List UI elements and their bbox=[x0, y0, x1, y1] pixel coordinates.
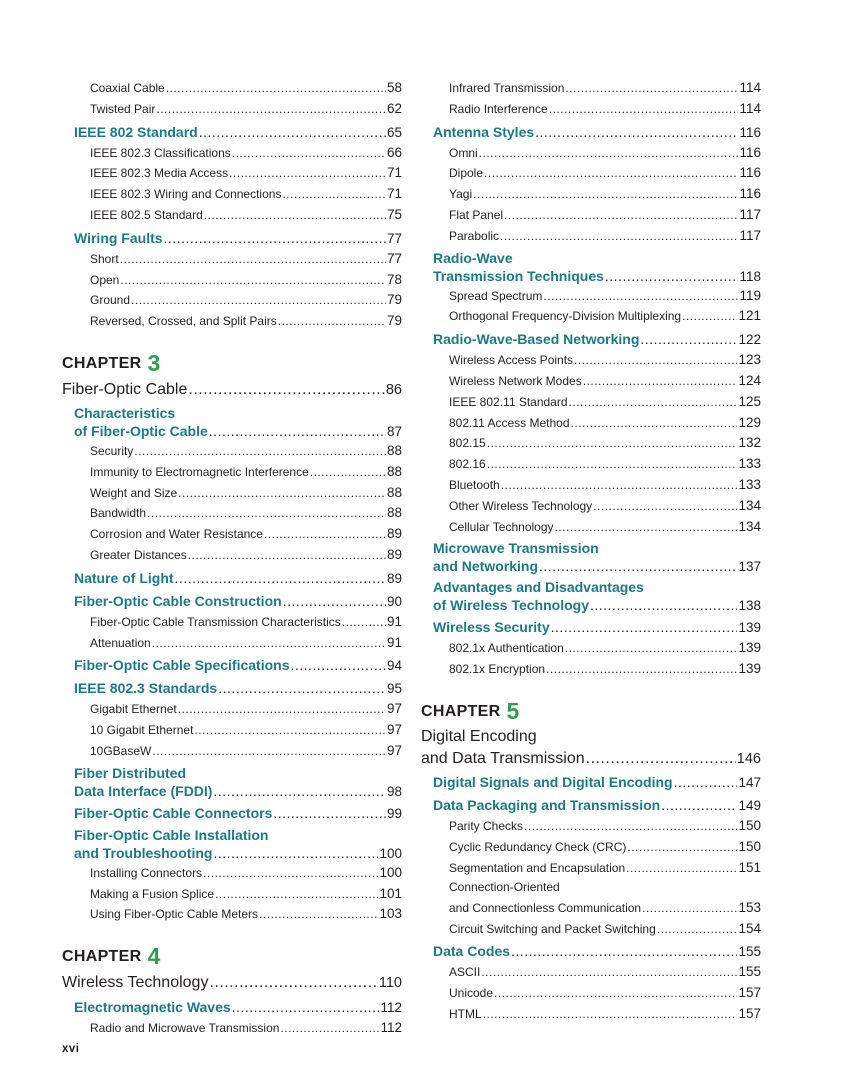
toc-group bbox=[421, 962, 761, 1024]
toc-entry-title: Parabolic bbox=[449, 228, 500, 243]
toc-entry[interactable] bbox=[421, 816, 761, 837]
toc-entry-page: 58 bbox=[386, 80, 402, 95]
toc-entry[interactable] bbox=[421, 638, 761, 659]
toc-entry-page: 88 bbox=[386, 463, 402, 479]
toc-entry-page: 157 bbox=[738, 1005, 761, 1021]
toc-entry-page: 117 bbox=[739, 227, 761, 243]
dot-leader bbox=[203, 864, 378, 884]
toc-entry-title: Circuit Switching and Packet Switching bbox=[449, 921, 656, 936]
toc-entry-title: Wireless Access Points bbox=[449, 353, 574, 368]
dot-leader bbox=[278, 312, 386, 332]
toc-entry-page: 100 bbox=[379, 864, 402, 880]
toc-entry[interactable] bbox=[62, 904, 402, 925]
toc-entry-title: 802.1x Authentication bbox=[449, 641, 564, 656]
dot-leader bbox=[682, 307, 737, 327]
toc-entry-page: 116 bbox=[739, 186, 761, 202]
toc-group bbox=[421, 638, 761, 680]
dot-leader bbox=[565, 639, 738, 659]
toc-entry[interactable] bbox=[62, 483, 402, 504]
toc-entry-title: Bluetooth bbox=[449, 477, 500, 492]
toc-entry-page: 66 bbox=[386, 144, 402, 160]
dot-leader bbox=[232, 144, 386, 164]
toc-entry-title: Corrosion and Water Resistance bbox=[90, 527, 263, 542]
toc-entry-page: 89 bbox=[386, 526, 402, 542]
toc-entry[interactable] bbox=[421, 392, 761, 413]
toc-entry-title: Other Wireless Technology bbox=[449, 498, 593, 513]
toc-entry-page: 129 bbox=[738, 414, 761, 430]
toc-entry[interactable] bbox=[421, 858, 761, 879]
toc-section-advantages[interactable]: Advantages and Disadvantages of Wireless Technology ..... 138 bbox=[421, 578, 761, 615]
dot-leader bbox=[574, 351, 737, 371]
toc-entry[interactable] bbox=[62, 311, 402, 332]
toc-entry-title: Short bbox=[90, 251, 119, 266]
toc-entry[interactable] bbox=[62, 699, 402, 720]
toc-entry[interactable] bbox=[62, 633, 402, 654]
chapter-4-heading: CHAPTER 4 bbox=[62, 943, 161, 970]
dot-leader bbox=[120, 271, 386, 291]
toc-entry-title: Segmentation and Encapsulation bbox=[449, 860, 626, 875]
toc-entry[interactable] bbox=[421, 517, 761, 538]
toc-section-data-packaging[interactable]: Data Packaging and Transmission ..... 149 bbox=[421, 795, 761, 816]
toc-entry-page: 89 bbox=[386, 546, 402, 562]
toc-entry[interactable] bbox=[421, 205, 761, 226]
dot-leader bbox=[229, 164, 386, 184]
toc-entry[interactable] bbox=[421, 659, 761, 680]
toc-entry-title: Weight and Size bbox=[90, 485, 178, 500]
toc-entry-page: 121 bbox=[738, 308, 761, 324]
toc-entry-title: Twisted Pair bbox=[90, 101, 156, 116]
toc-group bbox=[421, 143, 761, 247]
toc-entry-title: Gigabit Ethernet bbox=[90, 702, 177, 717]
toc-entry-page: 91 bbox=[386, 613, 402, 629]
toc-entry[interactable] bbox=[62, 249, 402, 270]
dot-leader bbox=[342, 613, 386, 633]
toc-entry-page: 132 bbox=[738, 435, 761, 451]
toc-entry-title: Making a Fusion Splice bbox=[90, 886, 215, 901]
dot-leader bbox=[481, 963, 737, 983]
toc-entry[interactable] bbox=[421, 184, 761, 205]
toc-section-data-codes[interactable]: Data Codes ..... 155 bbox=[421, 941, 761, 962]
toc-group bbox=[62, 249, 402, 332]
toc-group bbox=[421, 286, 761, 328]
toc-entry-title: Cellular Technology bbox=[449, 519, 554, 534]
toc-section-specifications[interactable]: Fiber-Optic Cable Specifications ..... 94 bbox=[62, 655, 402, 676]
dot-leader bbox=[494, 984, 737, 1004]
toc-entry-page: 79 bbox=[386, 292, 402, 308]
toc-entry-title: Radio Interference bbox=[449, 101, 548, 116]
toc-entry-page: 114 bbox=[739, 100, 761, 116]
toc-chapter-fiber-optic-cable[interactable]: Fiber-Optic Cable ..... 86 bbox=[62, 378, 402, 402]
toc-entry-page: 157 bbox=[738, 985, 761, 1001]
dot-leader bbox=[487, 455, 738, 475]
dot-leader bbox=[593, 497, 737, 517]
toc-entry-page: 97 bbox=[386, 701, 402, 717]
toc-entry[interactable] bbox=[421, 475, 761, 496]
dot-leader bbox=[282, 185, 386, 205]
toc-entry[interactable] bbox=[62, 441, 402, 462]
toc-entry-page: 101 bbox=[379, 885, 402, 901]
toc-entry-page: 79 bbox=[386, 313, 402, 329]
toc-entry-page: 97 bbox=[386, 722, 402, 738]
toc-entry-title: Reversed, Crossed, and Split Pairs bbox=[90, 314, 277, 329]
toc-entry-title: Immunity to Electromagnetic Interference bbox=[90, 464, 309, 479]
toc-entry-page: 88 bbox=[386, 484, 402, 500]
toc-entry-page: 119 bbox=[739, 287, 761, 303]
toc-entry-page: 88 bbox=[386, 505, 402, 521]
toc-section-fddi[interactable]: Fiber Distributed Data Interface (FDDI) ..... 98 bbox=[62, 764, 402, 801]
toc-entry[interactable] bbox=[421, 983, 761, 1004]
dot-leader bbox=[549, 100, 739, 120]
dot-leader bbox=[546, 660, 737, 680]
toc-chapter-digital-encoding[interactable]: Digital Encoding and Data Transmission ..... 146 bbox=[421, 726, 761, 770]
toc-entry[interactable] bbox=[62, 205, 402, 226]
toc-entry-title: Bandwidth bbox=[90, 506, 147, 521]
toc-section-characteristics[interactable]: Characteristics of Fiber-Optic Cable ..... 87 bbox=[62, 404, 402, 441]
toc-entry[interactable] bbox=[421, 143, 761, 164]
toc-entry-title: IEEE 802.3 Wiring and Connections bbox=[90, 187, 282, 202]
dot-leader bbox=[152, 742, 386, 762]
toc-entry-page: 154 bbox=[738, 920, 761, 936]
toc-entry[interactable] bbox=[62, 720, 402, 741]
toc-entry-title: Radio and Microwave Transmission bbox=[90, 1021, 280, 1036]
toc-group bbox=[62, 78, 402, 120]
toc-section-wireless-security[interactable]: Wireless Security ..... 139 bbox=[421, 617, 761, 638]
dot-leader bbox=[583, 372, 738, 392]
toc-entry-title: IEEE 802.11 Standard bbox=[449, 394, 568, 409]
dot-leader bbox=[500, 227, 738, 247]
toc-entry-page: 91 bbox=[386, 634, 402, 650]
toc-entry-title: IEEE 802.5 Standard bbox=[90, 207, 203, 222]
toc-section-digital-signals[interactable]: Digital Signals and Digital Encoding ..... 147 bbox=[421, 772, 761, 793]
dot-leader bbox=[473, 185, 738, 205]
toc-entry-page: 151 bbox=[738, 859, 761, 875]
toc-chapter-wireless-technology[interactable]: Wireless Technology ..... 110 bbox=[62, 971, 402, 995]
toc-entry[interactable] bbox=[62, 503, 402, 524]
toc-entry-title: 10 Gigabit Ethernet bbox=[90, 723, 194, 738]
toc-entry-title: Spread Spectrum bbox=[449, 288, 543, 303]
chapter-3-heading: CHAPTER 3 bbox=[62, 349, 161, 376]
toc-entry-title: 802.11 Access Method bbox=[449, 415, 570, 430]
toc-section-ieee-802-standard[interactable]: IEEE 802 Standard ..... 65 bbox=[62, 122, 402, 143]
toc-entry-page: 117 bbox=[739, 206, 761, 222]
toc-section-radio-wave-networking[interactable]: Radio-Wave-Based Networking ..... 122 bbox=[421, 329, 761, 350]
toc-entry-title: Ground bbox=[90, 293, 131, 308]
toc-entry-title: Attenuation bbox=[90, 635, 151, 650]
toc-entry-title: IEEE 802.3 Classifications bbox=[90, 145, 231, 160]
toc-entry-title: 802.1x Encryption bbox=[449, 662, 546, 677]
toc-group bbox=[62, 612, 402, 654]
dot-leader bbox=[166, 79, 386, 99]
toc-entry-title: Infrared Transmission bbox=[449, 81, 565, 95]
toc-entry-title: Omni bbox=[449, 145, 478, 160]
toc-entry-title: Greater Distances bbox=[90, 547, 187, 562]
toc-group bbox=[62, 143, 402, 226]
toc-entry-page: 112 bbox=[380, 1020, 402, 1036]
dot-leader bbox=[131, 291, 386, 311]
toc-entry-title: Flat Panel bbox=[449, 207, 504, 222]
dot-leader bbox=[543, 287, 738, 307]
dot-leader bbox=[188, 546, 386, 566]
toc-group bbox=[421, 350, 761, 537]
toc-group bbox=[421, 919, 761, 940]
toc-entry-page: 155 bbox=[738, 964, 761, 980]
toc-entry[interactable] bbox=[421, 286, 761, 307]
toc-entry[interactable] bbox=[421, 433, 761, 454]
toc-entry-page: 150 bbox=[738, 838, 761, 854]
toc-entry-page: 103 bbox=[379, 906, 402, 922]
dot-leader bbox=[627, 838, 737, 858]
toc-group bbox=[62, 1018, 402, 1039]
toc-entry-title: Unicode bbox=[449, 986, 494, 1001]
toc-entry[interactable] bbox=[421, 1004, 761, 1025]
toc-group bbox=[421, 816, 761, 878]
toc-entry[interactable] bbox=[62, 462, 402, 483]
toc-group bbox=[62, 863, 402, 925]
toc-entry[interactable] bbox=[421, 306, 761, 327]
toc-entry-page: 71 bbox=[386, 165, 402, 181]
dot-leader bbox=[178, 484, 386, 504]
toc-section-connectors[interactable]: Fiber-Optic Cable Connectors ..... 99 bbox=[62, 803, 402, 824]
dot-leader bbox=[310, 463, 386, 483]
dot-leader bbox=[555, 518, 738, 538]
dot-leader bbox=[204, 206, 386, 226]
dot-leader bbox=[280, 1019, 379, 1039]
toc-entry-page: 124 bbox=[738, 372, 761, 388]
toc-entry-page: 125 bbox=[738, 393, 761, 409]
toc-section-installation[interactable]: Fiber-Optic Cable Installation and Troubleshooting ..... 100 bbox=[62, 826, 402, 863]
toc-section-construction[interactable]: Fiber-Optic Cable Construction ..... 90 bbox=[62, 591, 402, 612]
dot-leader bbox=[178, 700, 386, 720]
toc-entry-title: 10GBaseW bbox=[90, 743, 152, 758]
toc-entry-page: 133 bbox=[738, 476, 761, 492]
toc-entry-page: 71 bbox=[386, 186, 402, 202]
toc-entry[interactable] bbox=[421, 837, 761, 858]
toc-entry-page: 134 bbox=[738, 518, 761, 534]
dot-leader bbox=[194, 721, 386, 741]
toc-entry-title: Installing Connectors bbox=[90, 865, 203, 880]
toc-section-nature-of-light[interactable]: Nature of Light ..... 89 bbox=[62, 568, 402, 589]
toc-entry-connection-oriented[interactable]: Connection-Oriented and Connectionless Communication ..... 153 bbox=[421, 878, 761, 918]
toc-group bbox=[62, 699, 402, 761]
dot-leader bbox=[571, 414, 738, 434]
toc-entry[interactable] bbox=[62, 270, 402, 291]
dot-leader bbox=[504, 206, 738, 226]
toc-entry-title: Fiber-Optic Cable Transmission Characteristics bbox=[90, 614, 341, 629]
toc-entry[interactable] bbox=[421, 962, 761, 983]
toc-entry-page: 116 bbox=[739, 165, 761, 181]
toc-entry[interactable] bbox=[421, 919, 761, 940]
toc-entry[interactable] bbox=[421, 163, 761, 184]
toc-entry[interactable] bbox=[62, 545, 402, 566]
toc-entry-title: Security bbox=[90, 443, 134, 458]
toc-entry-title: Dipole bbox=[449, 166, 484, 181]
dot-leader bbox=[657, 920, 738, 940]
toc-entry-title: Orthogonal Frequency-Division Multiplexing bbox=[449, 309, 682, 324]
toc-section-antenna-styles[interactable]: Antenna Styles ..... 116 bbox=[421, 122, 761, 143]
toc-entry-title: 802.16 bbox=[449, 457, 486, 472]
toc-section-wiring-faults[interactable]: Wiring Faults ..... 77 bbox=[62, 228, 402, 249]
toc-entry[interactable] bbox=[62, 184, 402, 205]
dot-leader bbox=[565, 79, 738, 99]
toc-left-column bbox=[62, 78, 402, 1039]
toc-entry-title: Using Fiber-Optic Cable Meters bbox=[90, 907, 259, 922]
toc-entry-page: 88 bbox=[386, 442, 402, 458]
dot-leader bbox=[524, 817, 737, 837]
toc-entry-page: 133 bbox=[738, 456, 761, 472]
toc-entry[interactable] bbox=[421, 496, 761, 517]
toc-entry[interactable] bbox=[62, 143, 402, 164]
toc-group bbox=[62, 441, 402, 566]
dot-leader bbox=[152, 634, 386, 654]
toc-entry[interactable] bbox=[62, 863, 402, 884]
dot-leader bbox=[134, 442, 386, 462]
toc-entry[interactable] bbox=[62, 99, 402, 120]
toc-entry-page: 116 bbox=[739, 144, 761, 160]
dot-leader bbox=[483, 1005, 738, 1025]
dot-leader bbox=[569, 393, 738, 413]
dot-leader bbox=[264, 525, 386, 545]
toc-section-microwave[interactable]: Microwave Transmission and Networking ..... 137 bbox=[421, 539, 761, 576]
toc-entry[interactable] bbox=[421, 413, 761, 434]
toc-entry[interactable] bbox=[421, 454, 761, 475]
toc-entry-page: 114 bbox=[739, 80, 761, 95]
toc-entry-title: Yagi bbox=[449, 187, 473, 202]
toc-entry[interactable] bbox=[62, 524, 402, 545]
toc-entry-page: 62 bbox=[386, 100, 402, 116]
toc-section-ieee-802-3-standards[interactable]: IEEE 802.3 Standards ..... 95 bbox=[62, 678, 402, 699]
toc-entry[interactable] bbox=[421, 99, 761, 120]
toc-group bbox=[421, 78, 761, 120]
toc-section-radio-wave-techniques[interactable]: Radio-Wave Transmission Techniques ..... 118 bbox=[421, 249, 761, 286]
dot-leader bbox=[626, 859, 737, 879]
dot-leader bbox=[479, 144, 739, 164]
toc-entry[interactable] bbox=[421, 350, 761, 371]
toc-entry[interactable] bbox=[62, 78, 402, 99]
page-number: xvi bbox=[62, 1043, 80, 1055]
dot-leader bbox=[484, 164, 738, 184]
toc-entry-title: Cyclic Redundancy Check (CRC) bbox=[449, 839, 627, 854]
toc-entry[interactable] bbox=[62, 884, 402, 905]
toc-entry[interactable] bbox=[62, 612, 402, 633]
chapter-5-heading: CHAPTER 5 bbox=[421, 697, 520, 724]
toc-entry-title: IEEE 802.3 Media Access bbox=[90, 166, 229, 181]
toc-entry[interactable] bbox=[62, 163, 402, 184]
toc-entry-page: 139 bbox=[738, 640, 761, 656]
dot-leader bbox=[120, 250, 386, 270]
toc-entry-page: 97 bbox=[386, 742, 402, 758]
toc-entry[interactable] bbox=[421, 226, 761, 247]
toc-entry-page: 78 bbox=[386, 271, 402, 287]
toc-section-electromagnetic-waves[interactable]: Electromagnetic Waves ..... 112 bbox=[62, 997, 402, 1018]
toc-entry-title: Wireless Network Modes bbox=[449, 373, 582, 388]
toc-entry[interactable] bbox=[62, 1018, 402, 1039]
dot-leader bbox=[259, 905, 378, 925]
toc-entry-page: 134 bbox=[738, 497, 761, 513]
dot-leader bbox=[147, 504, 386, 524]
dot-leader bbox=[156, 100, 386, 120]
toc-entry-page: 123 bbox=[738, 352, 761, 368]
toc-right-column bbox=[421, 78, 761, 1025]
dot-leader bbox=[215, 885, 378, 905]
dot-leader bbox=[487, 434, 738, 454]
toc-entry-page: 77 bbox=[386, 250, 402, 266]
toc-entry-page: 150 bbox=[738, 817, 761, 833]
toc-entry-title: Parity Checks bbox=[449, 818, 524, 833]
toc-entry-page: 139 bbox=[738, 661, 761, 677]
dot-leader bbox=[501, 476, 738, 496]
toc-entry[interactable] bbox=[62, 290, 402, 311]
toc-entry-title: 802.15 bbox=[449, 436, 486, 451]
toc-entry-title: Coaxial Cable bbox=[90, 81, 165, 95]
toc-entry-title: HTML bbox=[449, 1006, 482, 1021]
toc-entry-title: ASCII bbox=[449, 965, 481, 980]
toc-entry[interactable] bbox=[62, 741, 402, 762]
toc-entry[interactable] bbox=[421, 371, 761, 392]
toc-entry-title: Open bbox=[90, 272, 120, 287]
toc-entry-page: 75 bbox=[386, 206, 402, 222]
toc-entry[interactable] bbox=[421, 78, 761, 99]
